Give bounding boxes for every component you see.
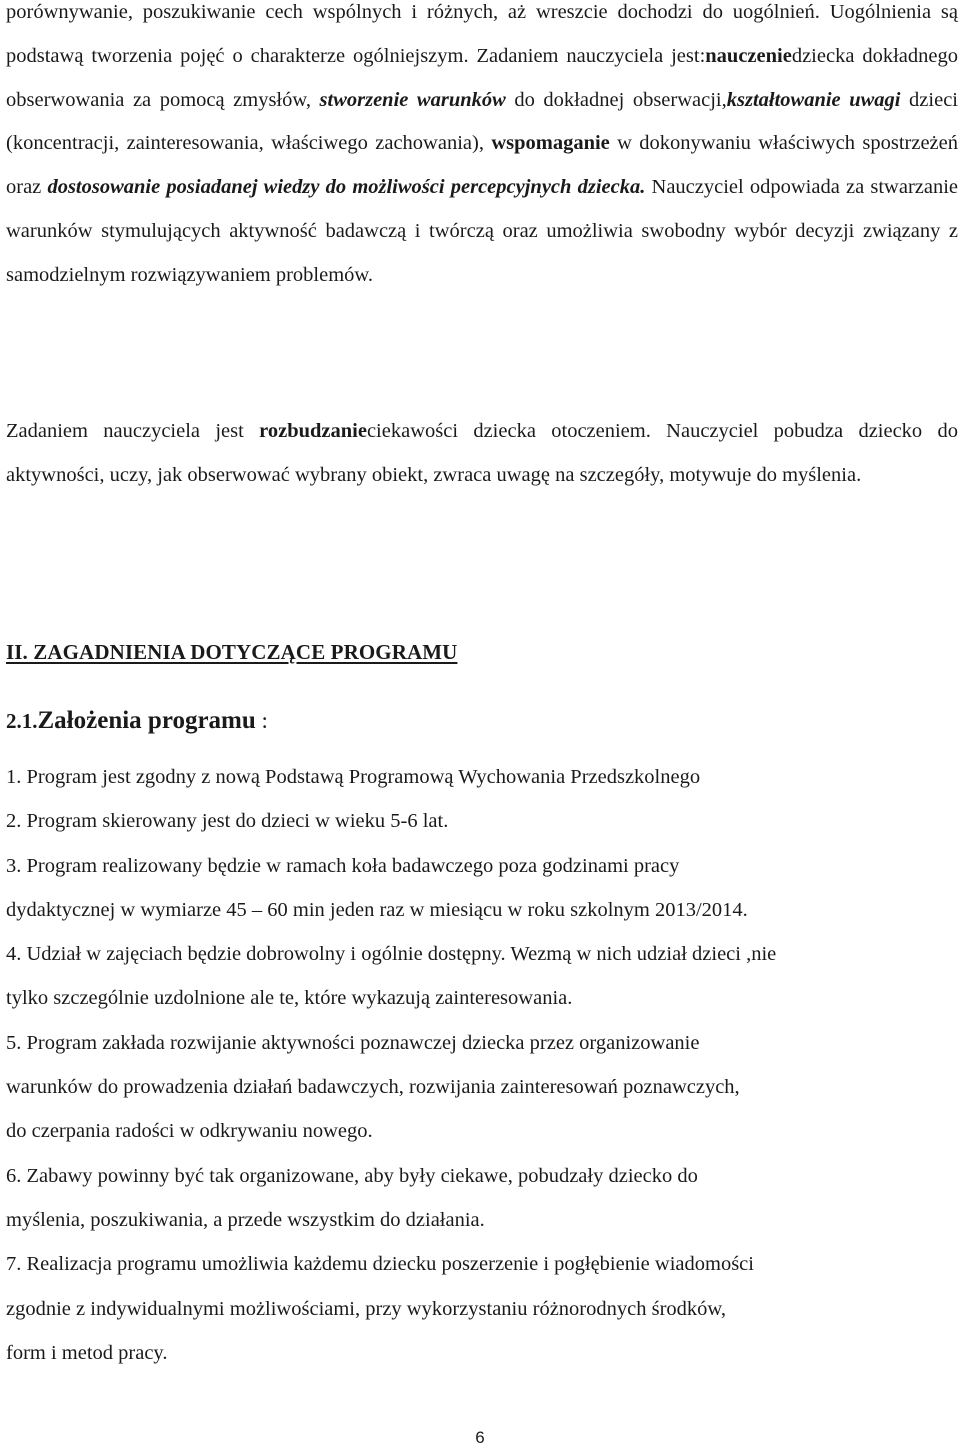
list-line: 6. Zabawy powinny być tak organizowane, aby były ciekawe, pobudzały dziecko do xyxy=(6,1164,698,1187)
subsection-suffix: : xyxy=(255,708,268,733)
list-line: tylko szczególnie uzdolnione ale te, które wykazują zainteresowania. xyxy=(6,987,573,1010)
list-line: do czerpania radości w odkrywaniu nowego. xyxy=(6,1120,373,1143)
paragraph-1-run: wspomaganie xyxy=(491,132,610,155)
paragraph-1-run: dziecka dokładnego obserwowania za pomocą zmysłów, xyxy=(6,44,958,111)
paragraph-1-run: nauczenie xyxy=(705,44,792,67)
list-line: 7. Realizacja programu umożliwia każdemu dziecku poszerzenie i pogłębienie wiadomości xyxy=(6,1253,754,1276)
list-line: myślenia, poszukiwania, a przede wszystkim do działania. xyxy=(6,1208,485,1231)
paragraph-1-run: stworzenie warunków xyxy=(319,88,506,111)
page-number: 6 xyxy=(475,1428,485,1447)
paragraph-2-run: rozbudzanie xyxy=(259,420,367,442)
program-assumptions-list xyxy=(6,755,958,1375)
paragraph-2-run: Zadaniem nauczyciela jest xyxy=(6,420,260,442)
list-line: 2. Program skierowany jest do dzieci w wieku 5-6 lat. xyxy=(6,810,449,833)
subsection-title: Założenia programu xyxy=(37,707,256,734)
section-heading: II. ZAGADNIENIA DOTYCZĄCE PROGRAMU xyxy=(6,640,458,664)
subsection-number: 2.1. xyxy=(6,709,38,733)
paragraph-1-run: dostosowanie posiadanej wiedzy do możliwości percepcyjnych dziecka. xyxy=(47,176,646,199)
paragraph-1-run: w dokonywaniu właściwych spostrzeżeń oraz xyxy=(6,132,958,199)
list-line: zgodnie z indywidualnymi możliwościami, przy wykorzystaniu różnorodnych środków, xyxy=(6,1297,727,1320)
list-line: 5. Program zakłada rozwijanie aktywności poznawczej dziecka przez organizowanie xyxy=(6,1031,700,1054)
paragraph-1-run: do dokładnej obserwacji, xyxy=(505,88,727,111)
paragraph-teacher-tasks xyxy=(6,0,958,298)
list-line: 1. Program jest zgodny z nową Podstawą Programową Wychowania Przedszkolnego xyxy=(6,766,701,788)
list-line: 4. Udział w zajęciach będzie dobrowolny i ogólnie dostępny. Wezmą w nich udział dzieci ,nie xyxy=(6,943,777,966)
list-line: 3. Program realizowany będzie w ramach koła badawczego poza godzinami pracy xyxy=(6,854,680,877)
paragraph-1-run: dzieci (koncentracji, zainteresowania, właściwego zachowania), xyxy=(6,88,958,155)
paragraph-1-run: kształtowanie uwagi xyxy=(726,88,901,111)
list-line: form i metod pracy. xyxy=(6,1341,168,1364)
paragraph-2-run: ciekawości dziecka otoczeniem. Nauczyciel pobudza dziecko do aktywności, uczy, jak obserwować wybrany obiekt, zwraca uwagę na szczegóły, motywuje do myślenia. xyxy=(6,420,958,486)
paragraph-1-run: porównywanie, poszukiwanie cech wspólnych i różnych, aż wreszcie dochodzi do uogólnień. Uogólnienia są podstawą tworzenia pojęć o charakterze ogólniejszym. Zadaniem nauczyciela jest: xyxy=(6,1,958,67)
list-line: dydaktycznej w wymiarze 45 – 60 min jeden raz w miesiącu w roku szkolnym 2013/2014. xyxy=(6,898,748,921)
subsection-heading xyxy=(6,707,268,735)
paragraph-1-run: Nauczyciel odpowiada za stwarzanie warunków stymulujących aktywność badawczą i twórczą oraz umożliwia swobodny wybór decyzji związany z samodzielnym rozwiązywaniem problemów. xyxy=(6,176,959,286)
list-line: warunków do prowadzenia działań badawczych, rozwijania zainteresowań poznawczych, xyxy=(6,1076,740,1099)
paragraph-curiosity xyxy=(6,410,958,498)
